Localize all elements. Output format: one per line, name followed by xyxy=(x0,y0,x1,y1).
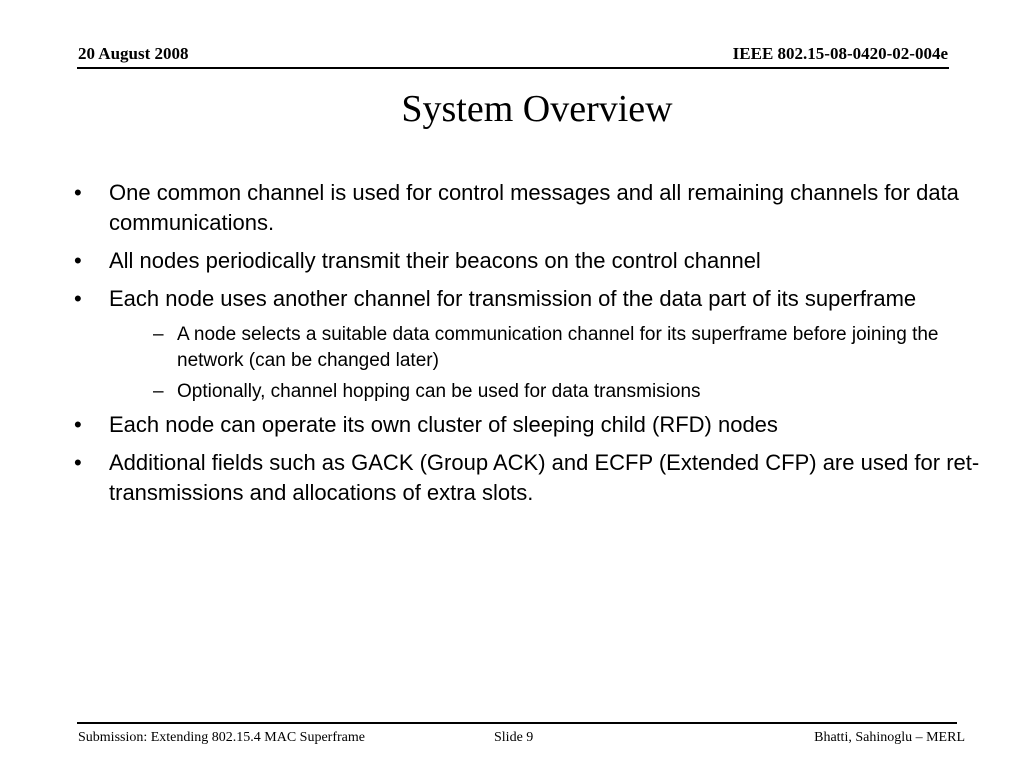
sub-bullet-text: Optionally, channel hopping can be used for data transmisions xyxy=(177,381,701,402)
bullet-text: One common channel is used for control messages and all remaining channels for data communications. xyxy=(109,180,959,235)
header-divider xyxy=(77,67,949,69)
bullet-marker: • xyxy=(74,180,82,205)
bullet-text: Each node uses another channel for transmission of the data part of its superframe xyxy=(109,286,917,311)
header-document-id: IEEE 802.15-08-0420-02-004e xyxy=(732,44,948,63)
sub-bullet-text: A node selects a suitable data communication channel for its superframe before joining the network (can be changed later) xyxy=(177,324,939,371)
footer-authors: Bhatti, Sahinoglu – MERL xyxy=(814,730,965,745)
bullet-item xyxy=(74,410,984,440)
footer-divider xyxy=(77,722,957,724)
footer-slide-number: Slide 9 xyxy=(494,730,534,745)
dash-marker: – xyxy=(153,324,164,345)
bullet-text: All nodes periodically transmit their beacons on the control channel xyxy=(109,248,761,273)
dash-marker: – xyxy=(153,381,164,402)
bullet-marker: • xyxy=(74,286,82,311)
bullet-item xyxy=(74,284,984,314)
sub-bullet-item xyxy=(153,322,984,374)
bullet-item xyxy=(74,246,984,276)
bullet-marker: • xyxy=(74,248,82,273)
bullet-item xyxy=(74,178,984,238)
bullet-marker: • xyxy=(74,450,82,475)
slide-title: System Overview xyxy=(401,88,673,130)
footer-submission: Submission: Extending 802.15.4 MAC Superframe xyxy=(78,730,365,745)
bullet-marker: • xyxy=(74,412,82,437)
header-date: 20 August 2008 xyxy=(78,44,189,63)
bullet-text: Each node can operate its own cluster of sleeping child (RFD) nodes xyxy=(109,412,778,437)
bullet-text: Additional fields such as GACK (Group ACK) and ECFP (Extended CFP) are used for ret-transmissions and allocations of extra slots. xyxy=(109,450,980,505)
sub-bullet-item xyxy=(153,379,984,405)
bullet-list xyxy=(74,178,984,516)
bullet-item xyxy=(74,448,984,508)
